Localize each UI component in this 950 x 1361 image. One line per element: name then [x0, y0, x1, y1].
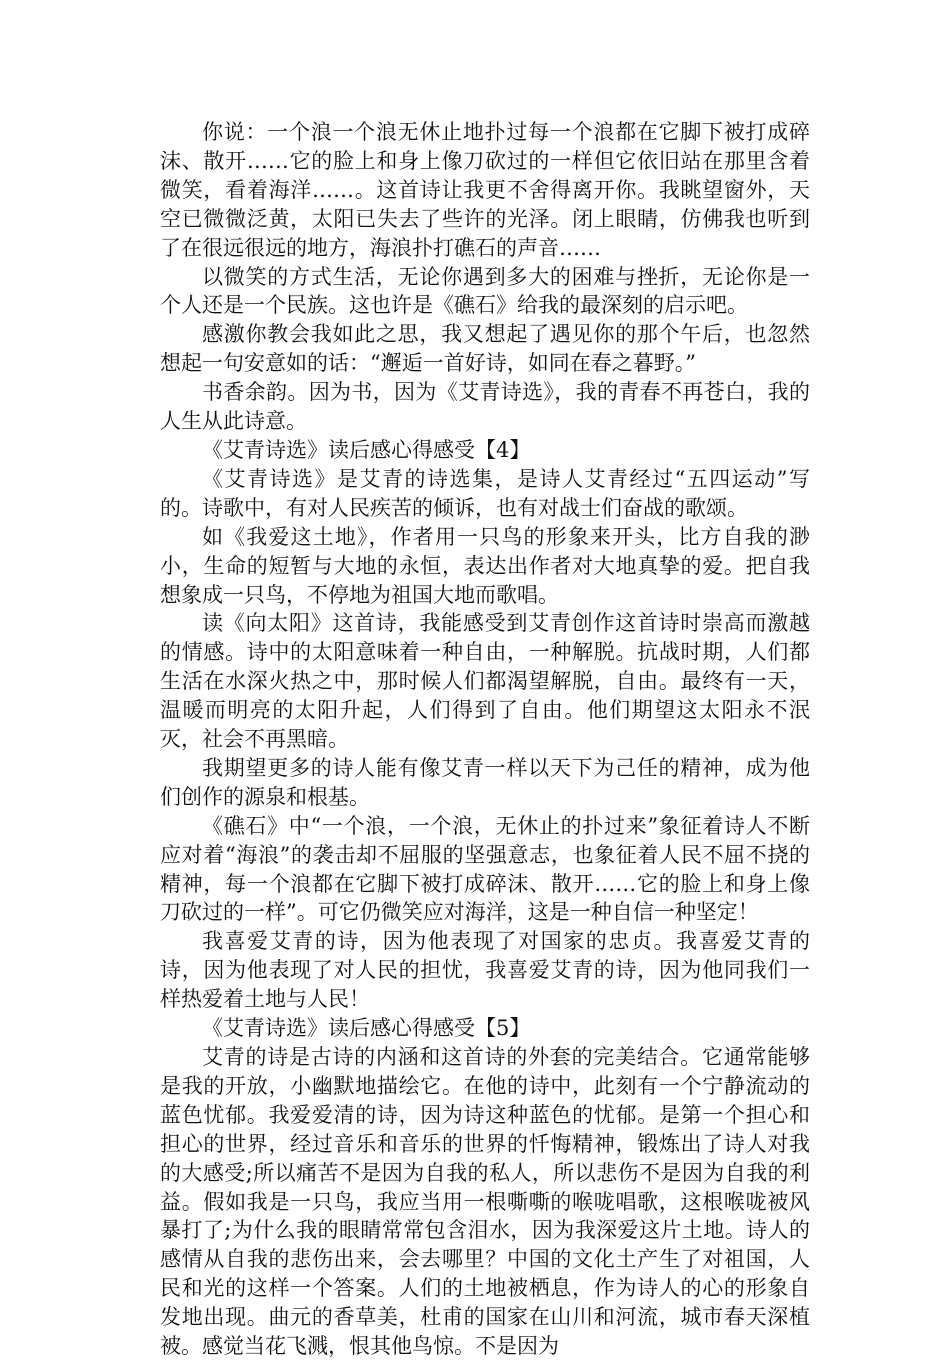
paragraph: 我喜爱艾青的诗，因为他表现了对国家的忠贞。我喜爱艾青的诗，因为他表现了对人民的担忧，我喜爱艾青的诗，因为他同我们一样热爱着土地与人民！: [160, 929, 810, 1012]
paragraph: 《礁石》中“一个浪，一个浪，无休止的扑过来”象征着诗人不断应对着“海浪”的袭击却不屈服的坚强意志，也象征着人民不屈不挠的精神，每一个浪都在它脚下被打成碎沫、散开……它的脸上和身上像刀砍过的一样”。可它仍微笑应对海洋，这是一种自信一种坚定！: [160, 813, 810, 925]
paragraph: 《艾青诗选》是艾青的诗选集，是诗人艾青经过“五四运动”写的。诗歌中，有对人民疾苦的倾诉，也有对战士们奋战的歌颂。: [160, 466, 810, 520]
paragraph: 以微笑的方式生活，无论你遇到多大的困难与挫折，无论你是一个人还是一个民族。这也许是《礁石》给我的最深刻的启示吧。: [160, 264, 810, 318]
paragraph: 你说：一个浪一个浪无休止地扑过每一个浪都在它脚下被打成碎沫、散开……它的脸上和身上像刀砍过的一样但它依旧站在那里含着微笑，看着海洋……。这首诗让我更不舍得离开你。我眺望窗外，天空已微微泛黄，太阳已失去了些许的光泽。闭上眼睛，仿佛我也听到了在很远很远的地方，海浪扑打礁石的声音……: [160, 120, 810, 260]
paragraph: 书香余韵。因为书，因为《艾青诗选》，我的青春不再苍白，我的人生从此诗意。: [160, 380, 810, 434]
paragraph: 艾青的诗是古诗的内涵和这首诗的外套的完美结合。它通常能够是我的开放，小幽默地描绘它。在他的诗中，此刻有一个宁静流动的蓝色忧郁。我爱爱清的诗，因为诗这种蓝色的忧郁。是第一个担心和担心的世界，经过音乐和音乐的世界的忏悔精神，锻炼出了诗人对我的大感受;所以痛苦不是因为自我的私人，所以悲伤不是因为自我的利益。假如我是一只鸟，我应当用一根嘶嘶的喉咙唱歌，这根喉咙被风暴打了;为什么我的眼睛常常包含泪水，因为我深爱这片土地。诗人的感情从自我的悲伤出来，会去哪里？中国的文化土产生了对祖国，人民和光的这样一个答案。人们的土地被栖息，作为诗人的心的形象自发地出现。曲元的香草美，杜甫的国家在山川和河流，城市春天深植被。感觉当花飞溅，恨其他鸟惊。不是因为: [160, 1045, 810, 1359]
section-heading-5: 《艾青诗选》读后感心得感受【5】: [202, 1016, 531, 1041]
document-body: [160, 118, 810, 1361]
paragraph: 读《向太阳》这首诗，我能感受到艾青创作这首诗时崇高而激越的情感。诗中的太阳意味着一种自由，一种解脱。抗战时期，人们都生活在水深火热之中，那时候人们都渴望解脱，自由。最终有一天，温暖而明亮的太阳升起，人们得到了自由。他们期望这太阳永不泯灭，社会不再黑暗。: [160, 611, 810, 752]
section-heading-4: 《艾青诗选》读后感心得感受【4】: [202, 437, 531, 462]
paragraph: 我期望更多的诗人能有像艾青一样以天下为己任的精神，成为他们创作的源泉和根基。: [160, 755, 810, 809]
paragraph: 如《我爱这土地》，作者用一只鸟的形象来开头，比方自我的渺小，生命的短暂与大地的永恒，表达出作者对大地真挚的爱。把自我想象成一只鸟，不停地为祖国大地而歌唱。: [160, 524, 810, 607]
paragraph: 感激你教会我如此之思，我又想起了遇见你的那个午后，也忽然想起一句安意如的话：“邂逅一首好诗，如同在春之暮野。”: [160, 322, 810, 376]
